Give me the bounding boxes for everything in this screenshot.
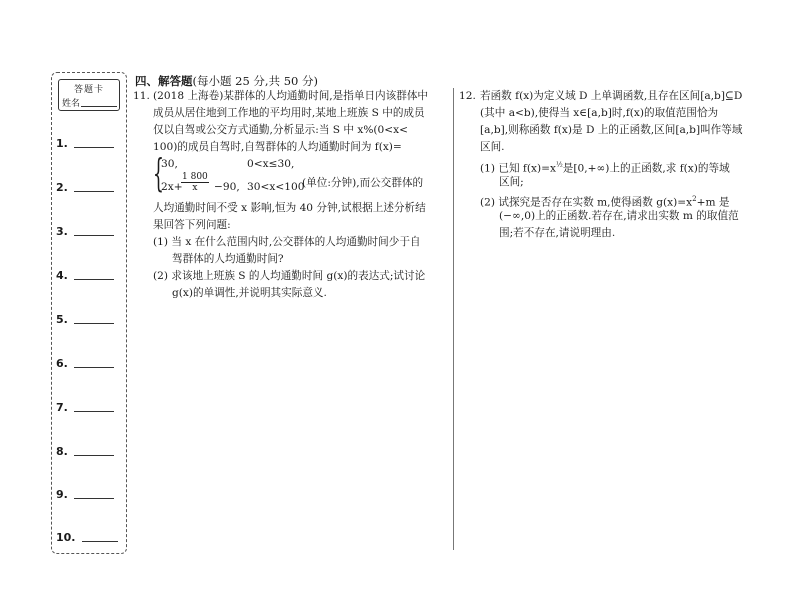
answer-slot-5[interactable]: 5. — [56, 313, 114, 326]
exponent-half: ½ — [555, 161, 563, 169]
q12-sub1-line-1: (1) 已知 $f(x)=x^{\frac{1}{2}}$是[0,+∞)上的正函数,求 f(x)的等域 — [480, 161, 730, 175]
name-label: 姓名 — [62, 99, 81, 109]
piece-2-condition: 30<x<100 — [247, 181, 305, 193]
q12-number: 12. — [459, 90, 476, 102]
q11-line-4: 100)的成员自驾时,自驾群体的人均通勤时间为 f(x)= — [153, 141, 402, 153]
answer-slot-9[interactable]: 9. — [56, 488, 114, 501]
exponent-two: 2 — [692, 195, 697, 203]
q12-line-4: 区间. — [480, 141, 505, 153]
q11-line-2: 成员从居住地到工作地的平均用时,某地上班族 S 中的成员 — [153, 107, 425, 119]
q11-line-1: (2018 上海卷)某群体的人均通勤时间,是指单日内该群体中 — [153, 90, 429, 102]
q12-line-3: [a,b],则称函数 f(x)是 D 上的正函数,区间[a,b]叫作等域 — [480, 124, 743, 136]
fraction-numerator: 1 800 — [182, 172, 208, 182]
section-label: 四、解答题 — [135, 74, 193, 88]
answer-slot-3[interactable]: 3. — [56, 225, 114, 238]
q11-sub1-line-1: (1) 当 x 在什么范围内时,公交群体的人均通勤时间少于自 — [153, 236, 421, 248]
piecewise-brace: { — [153, 151, 164, 195]
section-heading — [135, 73, 318, 89]
answer-slot-4[interactable]: 4. — [56, 269, 114, 282]
q12-sub1-line-2: 区间; — [499, 176, 524, 188]
answer-slot-7[interactable]: 7. — [56, 401, 114, 414]
q11-line-6: 果回答下列问题: — [153, 219, 231, 231]
q12-sub2-line-1: (2) 试探究是否存在实数 m,使得函数 $g(x)=x^2+m$ 是 — [480, 195, 730, 209]
q11-line-5: 人均通勤时间不受 x 影响,恒为 40 分钟,试根据上述分析结 — [153, 202, 426, 214]
fraction-denominator: x — [192, 183, 198, 193]
answer-slot-10[interactable]: 10. — [56, 531, 118, 544]
q11-sub2-line-1: (2) 求该地上班族 S 的人均通勤时间 g(x)的表达式;试讨论 — [153, 270, 426, 282]
q12-line-2: (其中 a<b),使得当 x∈[a,b]时,f(x)的取值范围恰为 — [480, 107, 719, 119]
q11-sub1-line-2: 驾群体的人均通勤时间? — [172, 253, 284, 265]
name-underline[interactable] — [81, 106, 117, 107]
answer-slot-8[interactable]: 8. — [56, 445, 114, 458]
q12-sub2-line-2: (−∞,0)上的正函数.若存在,请求出实数 m 的取值范 — [499, 210, 739, 222]
answer-slot-6[interactable]: 6. — [56, 357, 114, 370]
piece-2-prefix: 2x+ — [161, 181, 183, 193]
q11-number: 11. — [133, 90, 150, 102]
name-field[interactable] — [62, 96, 117, 109]
section-note: (每小题 25 分,共 50 分) — [192, 74, 319, 88]
q11-sub2-line-2: g(x)的单调性,并说明其实际意义. — [172, 287, 327, 299]
q12-sub2-line-3: 围;若不存在,请说明理由. — [499, 227, 616, 239]
q12-line-1: 若函数 f(x)为定义域 D 上单调函数,且存在区间[a,b]⊆D — [480, 90, 743, 102]
piece-2-suffix: −90, — [214, 181, 240, 193]
answer-slot-1[interactable]: 1. — [56, 137, 114, 150]
q11-line-3: 仅以自驾或公交方式通勤,分析显示:当 S 中 x%(0<x< — [153, 124, 409, 136]
answer-slot-2[interactable]: 2. — [56, 181, 114, 194]
piece-1-value: 30, — [161, 158, 178, 170]
piece-tail: (单位:分钟),而公交群体的 — [302, 177, 424, 189]
piece-1-condition: 0<x≤30, — [247, 158, 295, 170]
piece-2-fraction — [181, 172, 209, 193]
column-divider — [453, 88, 454, 550]
answer-card — [51, 72, 127, 554]
answer-card-header — [58, 79, 120, 111]
answer-card-title: 答题卡 — [73, 85, 104, 95]
